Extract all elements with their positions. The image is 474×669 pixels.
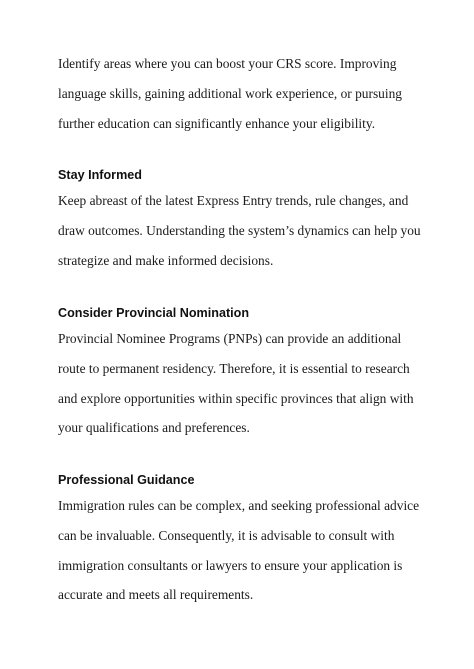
guidance-line-4: accurate and meets all requirements. [58,587,254,602]
provincial-line-2: route to permanent residency. Therefore, it is essential to research [58,361,410,376]
intro-line-2: language skills, gaining additional work experience, or pursuing [58,86,402,101]
section-heading-professional-guidance: Professional Guidance [58,473,195,487]
guidance-line-2: can be invaluable. Consequently, it is advisable to consult with [58,528,395,543]
stay-informed-line-3: strategize and make informed decisions. [58,253,274,268]
intro-line-1: Identify areas where you can boost your CRS score. Improving [58,56,397,71]
guidance-line-3: immigration consultants or lawyers to ensure your application is [58,558,403,573]
section-heading-stay-informed: Stay Informed [58,168,142,182]
stay-informed-line-1: Keep abreast of the latest Express Entry trends, rule changes, and [58,193,409,208]
intro-line-3: further education can significantly enhance your eligibility. [58,116,376,131]
section-heading-provincial-nomination: Consider Provincial Nomination [58,306,250,320]
guidance-line-1: Immigration rules can be complex, and seeking professional advice [58,498,420,513]
stay-informed-line-2: draw outcomes. Understanding the system’s dynamics can help you [58,223,421,238]
provincial-line-1: Provincial Nominee Programs (PNPs) can provide an additional [58,331,402,346]
provincial-line-3: and explore opportunities within specific provinces that align with [58,391,414,406]
provincial-line-4: your qualifications and preferences. [58,420,250,435]
